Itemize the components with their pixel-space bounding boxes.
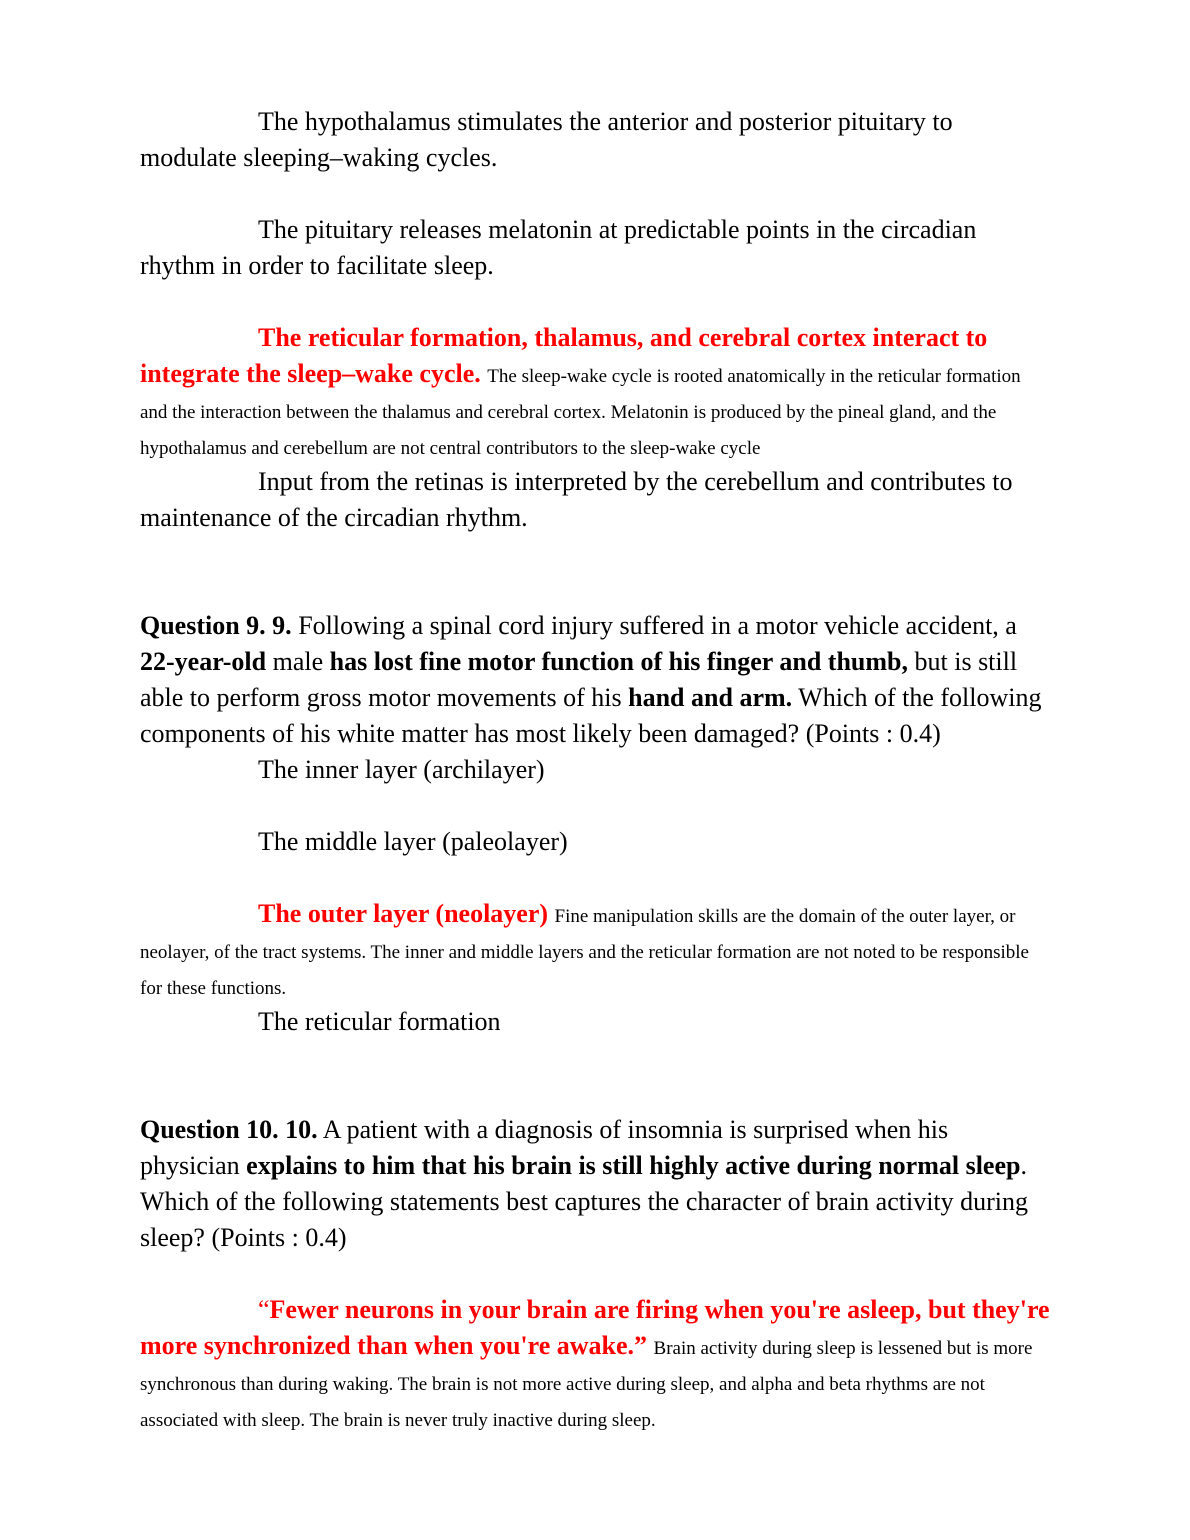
q9-option-c — [140, 896, 1052, 1004]
q9-explanation: Fine manipulation skills are the domain of the outer layer, or neolayer, of the tract systems. The inner and middle layers and the reticular formation are not noted to be responsible for these functions. — [140, 906, 1029, 999]
q10-text-1: A patient with a diagnosis of insomnia is surprised when his physician — [140, 1115, 949, 1180]
q9-bold-1: 22-year-old — [140, 647, 267, 676]
q10-explanation: Brain activity during sleep is lessened but is more synchronous than during waking. The brain is not more active during sleep, and alpha and beta rhythms are not associated with sleep. The brain is never truly inactive during sleep. — [140, 1338, 1033, 1431]
q10-open-quote: “ — [258, 1295, 270, 1324]
q10-option-correct — [140, 1292, 1052, 1436]
q9-question — [140, 608, 1052, 752]
q9-label: Question 9. 9. — [140, 611, 292, 640]
document-page — [140, 104, 1052, 1436]
q9-bold-3: hand and arm. — [628, 683, 793, 712]
q8-option-c — [140, 320, 1052, 464]
q8-correct-answer: The reticular formation, thalamus, and cerebral cortex interact to integrate the sleep–wake cycle. — [140, 323, 988, 388]
q8-option-a: The hypothalamus stimulates the anterior and posterior pituitary to modulate sleeping–waking cycles. — [140, 107, 953, 172]
q10-label: Question 10. 10. — [140, 1115, 318, 1144]
q9-option-a: The inner layer (archilayer) — [258, 755, 545, 784]
q9-bold-2: has lost fine motor function of his finger and thumb, — [329, 647, 908, 676]
q10-bold-1: explains to him that his brain is still highly active during normal sleep — [246, 1151, 1021, 1180]
q10-text-2: . Which of the following statements best captures the character of brain activity during sleep? (Points : 0.4) — [140, 1151, 1029, 1252]
q9-text-2: male — [272, 647, 324, 676]
q9-option-d: The reticular formation — [258, 1007, 501, 1036]
q9-text-1: Following a spinal cord injury suffered in a motor vehicle accident, a — [298, 611, 1017, 640]
q9-option-b: The middle layer (paleolayer) — [258, 827, 568, 856]
q8-option-d: Input from the retinas is interpreted by the cerebellum and contributes to maintenance of the circadian rhythm. — [140, 467, 1013, 532]
q9-text-4: Which of the following components of his white matter has most likely been damaged? (Points : 0.4) — [140, 683, 1042, 748]
q9-correct-answer: The outer layer (neolayer) — [258, 899, 549, 928]
q10-correct-answer: Fewer neurons in your brain are firing when you're asleep, but they're more synchronized than when you're awake.” — [140, 1295, 1050, 1360]
q10-question — [140, 1112, 1052, 1256]
q9-text-3: but is still able to perform gross motor movements of his — [140, 647, 1018, 712]
q8-explanation: The sleep-wake cycle is rooted anatomically in the reticular formation and the interaction between the thalamus and cerebral cortex. Melatonin is produced by the pineal gland, and the hypothalamus and cerebellum are not central contributors to the sleep-wake cycle — [140, 366, 1021, 459]
q8-option-b: The pituitary releases melatonin at predictable points in the circadian rhythm in order to facilitate sleep. — [140, 215, 977, 280]
